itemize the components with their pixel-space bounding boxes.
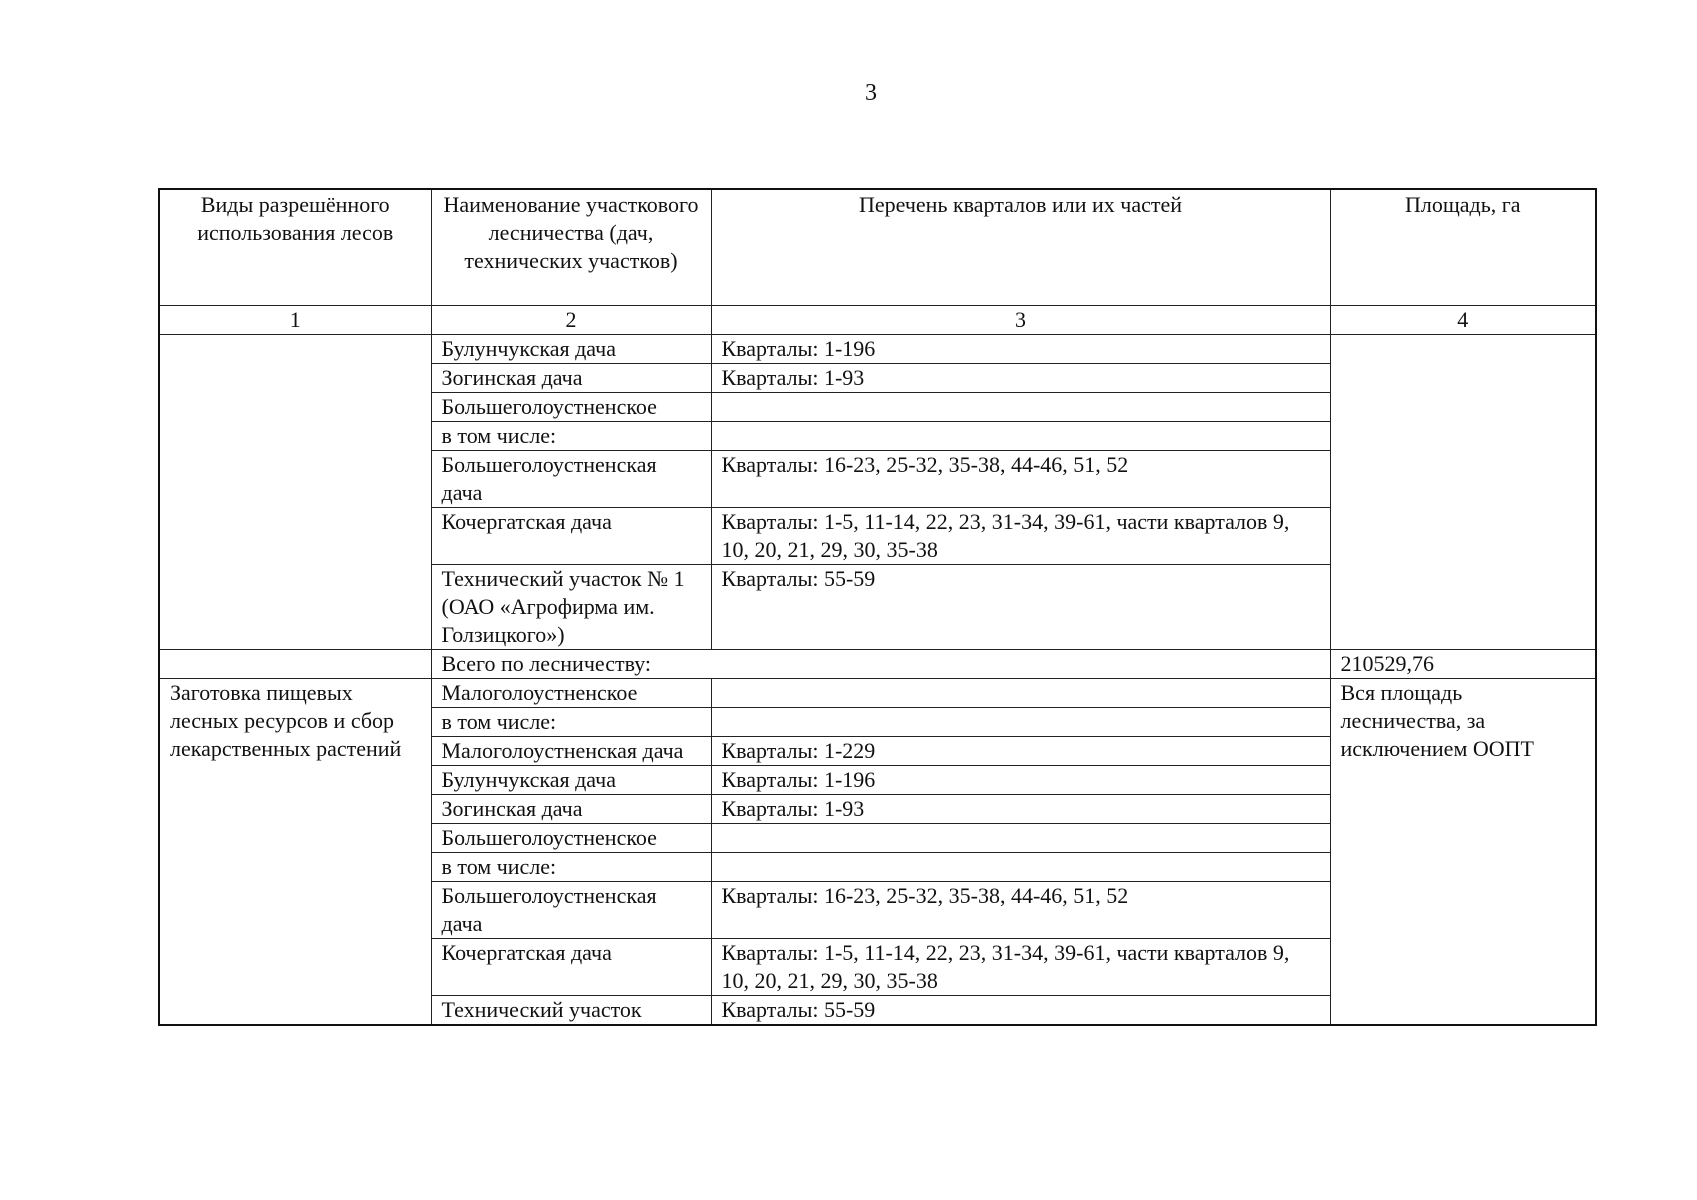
total-spacer	[159, 650, 431, 679]
forestry-name-cell: в том числе:	[431, 422, 711, 451]
use-type-cell-empty	[159, 335, 431, 650]
area-cell: Вся площадь лесничества, за исключением ООПТ	[1330, 679, 1596, 1026]
total-row	[159, 650, 1596, 679]
quarters-cell	[711, 393, 1330, 422]
forestry-name-cell: Большеголоустненское	[431, 824, 711, 853]
quarters-cell	[711, 708, 1330, 737]
quarters-cell: Кварталы: 1-93	[711, 364, 1330, 393]
header-forestry-name: Наименование участкового лесничества (дач, технических участков)	[431, 189, 711, 306]
header-row	[159, 189, 1596, 306]
header-use-type: Виды разрешённого использования лесов	[159, 189, 431, 306]
table-row	[159, 679, 1596, 708]
table-row	[159, 335, 1596, 364]
use-type-cell: Заготовка пищевых лесных ресурсов и сбор лекарственных растений	[159, 679, 431, 1026]
forestry-name-cell: в том числе:	[431, 853, 711, 882]
quarters-cell: Кварталы: 55-59	[711, 996, 1330, 1026]
quarters-cell	[711, 853, 1330, 882]
forestry-name-cell: Зогинская дача	[431, 795, 711, 824]
column-number: 4	[1330, 306, 1596, 335]
quarters-cell: Кварталы: 1-93	[711, 795, 1330, 824]
quarters-cell: Кварталы: 55-59	[711, 565, 1330, 650]
forestry-name-cell: Кочергатская дача	[431, 508, 711, 565]
page-number: 3	[865, 80, 877, 106]
quarters-cell: Кварталы: 16-23, 25-32, 35-38, 44-46, 51, 52	[711, 451, 1330, 508]
forest-use-table	[158, 188, 1597, 1026]
forestry-name-cell: Технический участок	[431, 996, 711, 1026]
forestry-name-cell: Большеголоустненская дача	[431, 451, 711, 508]
quarters-cell	[711, 679, 1330, 708]
forestry-name-cell: Булунчукская дача	[431, 766, 711, 795]
column-number: 2	[431, 306, 711, 335]
quarters-cell: Кварталы: 16-23, 25-32, 35-38, 44-46, 51, 52	[711, 882, 1330, 939]
forestry-name-cell: Технический участок № 1 (ОАО «Агрофирма им. Голзицкого»)	[431, 565, 711, 650]
forestry-name-cell: Зогинская дача	[431, 364, 711, 393]
column-number: 3	[711, 306, 1330, 335]
forestry-name-cell: Большеголоустненская дача	[431, 882, 711, 939]
quarters-cell	[711, 824, 1330, 853]
forestry-name-cell: Кочергатская дача	[431, 939, 711, 996]
area-cell-empty	[1330, 335, 1596, 650]
forestry-name-cell: Булунчукская дача	[431, 335, 711, 364]
forestry-name-cell: Большеголоустненское	[431, 393, 711, 422]
quarters-cell	[711, 422, 1330, 451]
column-number-row	[159, 306, 1596, 335]
quarters-cell: Кварталы: 1-196	[711, 335, 1330, 364]
forestry-name-cell: в том числе:	[431, 708, 711, 737]
quarters-cell: Кварталы: 1-229	[711, 737, 1330, 766]
forestry-name-cell: Малоголоустненская дача	[431, 737, 711, 766]
forestry-name-cell: Малоголоустненское	[431, 679, 711, 708]
header-quarters-list: Перечень кварталов или их частей	[711, 189, 1330, 306]
quarters-cell: Кварталы: 1-5, 11-14, 22, 23, 31-34, 39-61, части кварталов 9, 10, 20, 21, 29, 30, 35-38	[711, 508, 1330, 565]
header-area: Площадь, га	[1330, 189, 1596, 306]
column-number: 1	[159, 306, 431, 335]
total-value: 210529,76	[1330, 650, 1596, 679]
quarters-cell: Кварталы: 1-5, 11-14, 22, 23, 31-34, 39-61, части кварталов 9, 10, 20, 21, 29, 30, 35-38	[711, 939, 1330, 996]
quarters-cell: Кварталы: 1-196	[711, 766, 1330, 795]
total-label: Всего по лесничеству:	[431, 650, 1330, 679]
